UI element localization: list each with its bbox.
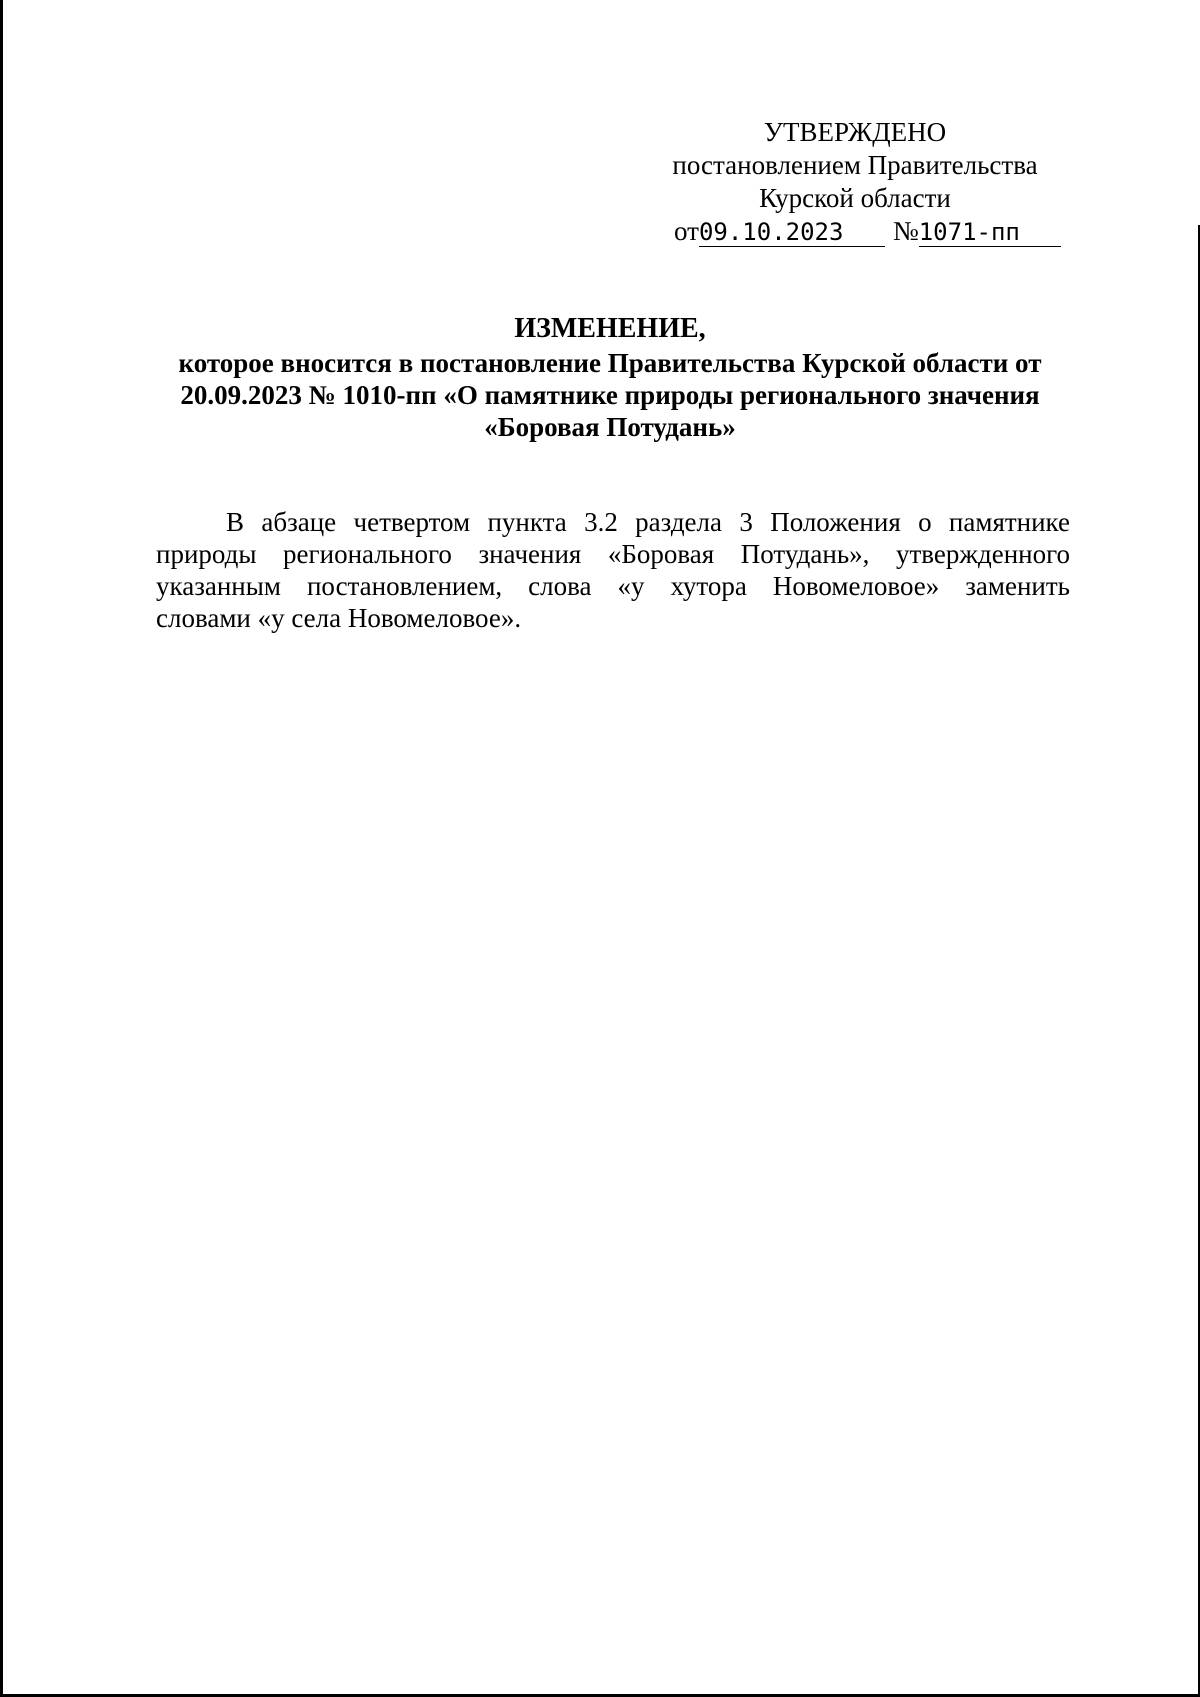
document-title-block bbox=[150, 313, 1070, 443]
body-line-2: природы регионального значения «Боровая Потудань», утвержденного bbox=[156, 539, 1070, 569]
document-subtitle-line-3: «Боровая Потудань» bbox=[484, 412, 736, 442]
document-subtitle-line-2: 20.09.2023 № 1010-пп «О памятнике природы регионального значения bbox=[180, 380, 1040, 410]
approval-stamp-block bbox=[640, 116, 1070, 248]
approval-region-line: Курской области bbox=[759, 183, 951, 213]
body-line-4: словами «у села Новомеловое». bbox=[156, 603, 522, 633]
approval-number-value: 1071-пп bbox=[919, 218, 1061, 247]
date-prefix: от bbox=[674, 216, 699, 246]
body-line-3: указанным постановлением, слова «у хутора Новомеловое» заменить bbox=[156, 571, 1070, 601]
document-subtitle-line-1: которое вносится в постановление Правительства Курской области от bbox=[178, 348, 1042, 378]
body-line-1: В абзаце четвертом пункта 3.2 раздела 3 Положения о памятнике bbox=[226, 507, 1070, 537]
document-heading: ИЗМЕНЕНИЕ, bbox=[514, 313, 706, 344]
scan-edge-left bbox=[0, 0, 3, 1697]
body-paragraph bbox=[156, 506, 1070, 634]
approval-date-value: 09.10.2023 bbox=[699, 218, 885, 247]
approval-issuer-line: постановлением Правительства bbox=[672, 150, 1038, 180]
number-sign: № bbox=[892, 216, 919, 246]
approval-title: УТВЕРЖДЕНО bbox=[763, 117, 947, 147]
approval-date-number-line bbox=[640, 215, 1070, 248]
